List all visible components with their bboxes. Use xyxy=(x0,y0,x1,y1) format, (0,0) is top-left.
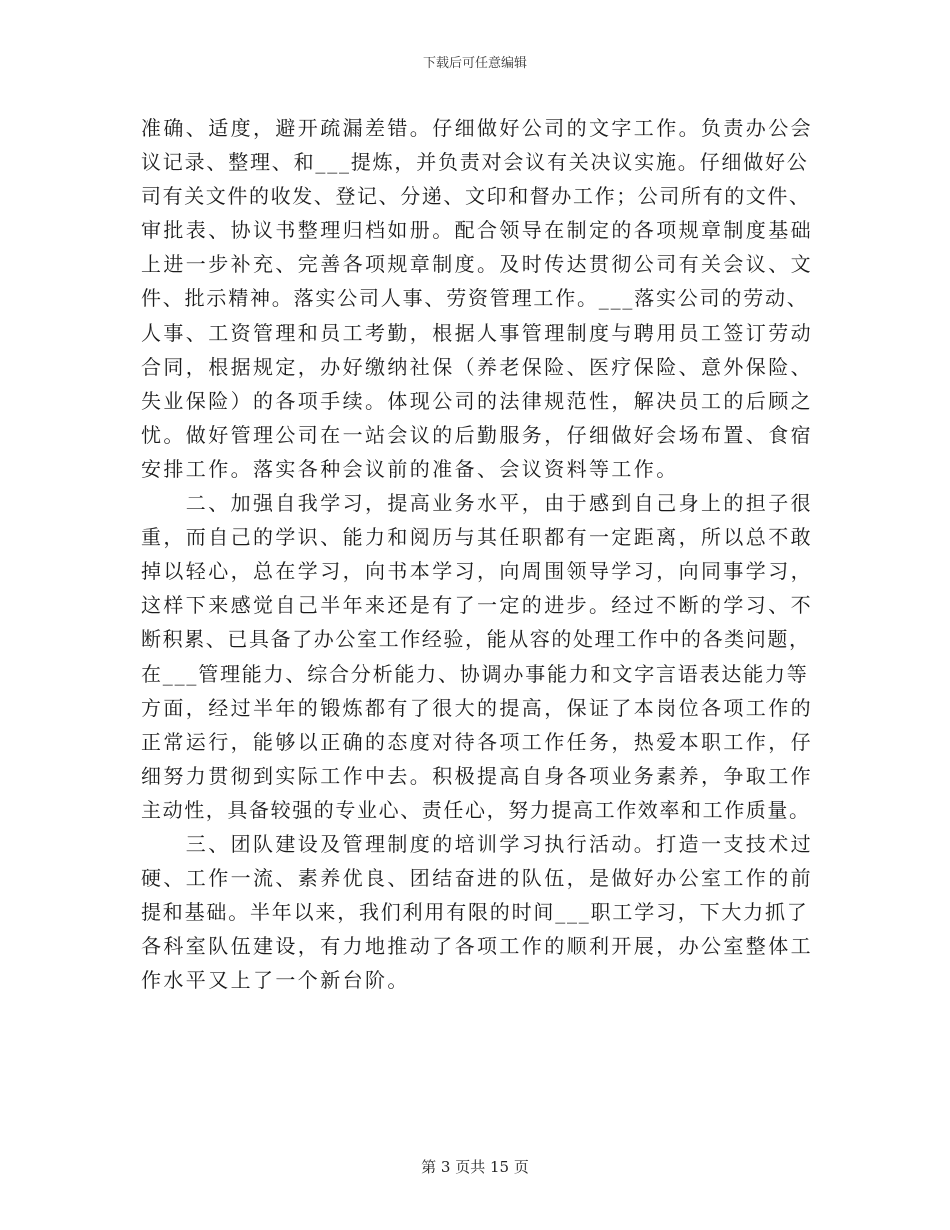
text-line: 合同，根据规定，办好缴纳社保（养老保险、医疗保险、意外保险、 xyxy=(141,354,813,379)
text-line: 人事、工资管理和员工考勤，根据人事管理制度与聘用员工签订劳动 xyxy=(141,320,813,345)
text-line: 忧。做好管理公司在一站会议的后勤服务，仔细做好会场布置、食宿 xyxy=(141,422,813,447)
text-line: 司有关文件的收发、登记、分递、文印和督办工作；公司所有的文件、 xyxy=(141,184,811,209)
text-line: 主动性，具备较强的专业心、责任心，努力提高工作效率和工作质量。 xyxy=(141,797,811,822)
text-line: 断积累、已具备了办公室工作经验，能从容的处理工作中的各类问题， xyxy=(141,627,811,652)
text-line: 准确、适度，避开疏漏差错。仔细做好公司的文字工作。负责办公会 xyxy=(141,116,813,140)
text-line: 硬、工作一流、素养优良、团结奋进的队伍，是做好办公室工作的前 xyxy=(141,866,813,891)
page-number-footer: 第 3 页共 15 页 xyxy=(421,1158,529,1176)
page-header: 下载后可任意编辑 xyxy=(422,56,527,71)
text-line: 方面，经过半年的锻炼都有了很大的提高，保证了本岗位各项工作的 xyxy=(141,695,813,720)
text-line: 正常运行，能够以正确的态度对待各项工作任务，热爱本职工作，仔 xyxy=(141,729,813,754)
text-line: 审批表、协议书整理归档如册。配合领导在制定的各项规章制度基础 xyxy=(141,218,813,243)
text-line: 掉以轻心，总在学习，向书本学习，向周围领导学习，向同事学习， xyxy=(141,559,813,584)
text-line: 细努力贯彻到实际工作中去。积极提高自身各项业务素养，争取工作 xyxy=(141,763,813,788)
text-line: 安排工作。落实各种会议前的准备、会议资料等工作。 xyxy=(141,456,679,481)
text-line: 重，而自己的学识、能力和阅历与其任职都有一定距离，所以总不敢 xyxy=(141,525,813,550)
document-body xyxy=(141,111,813,997)
text-line: 上进一步补充、完善各项规章制度。及时传达贯彻公司有关会议、文 xyxy=(141,252,813,277)
text-line: 二、加强自我学习，提高业务水平，由于感到自己身上的担子很 xyxy=(141,491,813,516)
text-line: 提和基础。半年以来，我们利用有限的时间___职工学习，下大力抓了 xyxy=(141,900,809,925)
text-line: 作水平又上了一个新台阶。 xyxy=(141,968,410,993)
text-line: 这样下来感觉自己半年来还是有了一定的进步。经过不断的学习、不 xyxy=(141,593,813,618)
text-line: 在___管理能力、综合分析能力、协调办事能力和文字言语表达能力等 xyxy=(141,661,809,686)
text-line: 失业保险）的各项手续。体现公司的法律规范性，解决员工的后顾之 xyxy=(141,388,813,413)
text-line: 议记录、整理、和___提炼，并负责对会议有关决议实施。仔细做好公 xyxy=(141,150,809,175)
text-line: 三、团队建设及管理制度的培训学习执行活动。打造一支技术过 xyxy=(141,831,813,856)
text-line: 件、批示精神。落实公司人事、劳资管理工作。___落实公司的劳动、 xyxy=(141,286,809,311)
text-line: 各科室队伍建设，有力地推动了各项工作的顺利开展，办公室整体工 xyxy=(141,934,813,959)
